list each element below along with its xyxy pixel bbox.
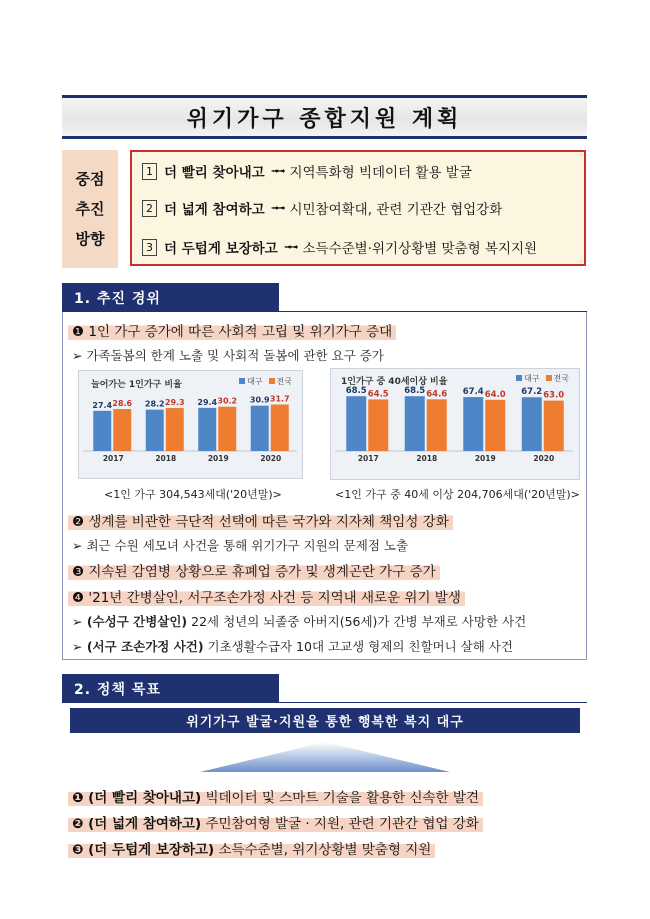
data-label: 68.5 — [404, 386, 426, 397]
chart-1 — [78, 370, 303, 479]
chart-1-caption: <1인 가구 304,543세대('20년말)> — [104, 488, 282, 501]
double-arrow-icon: ➟➟ — [270, 165, 284, 177]
double-arrow-icon: ➟➟ — [283, 241, 297, 253]
data-label: 30.9 — [249, 395, 270, 405]
data-label: 64.6 — [426, 389, 448, 400]
data-label: 67.4 — [462, 387, 484, 398]
goal-2-label: ❷ (더 넓게 참여하고) — [72, 816, 202, 832]
section2-header: 2. 정책 목표 — [62, 674, 279, 703]
chart-2-plot — [331, 369, 579, 479]
data-label: 29.4 — [197, 397, 218, 407]
point-2 — [68, 510, 453, 530]
focus-label — [62, 150, 118, 268]
focus-label-line-3: 방향 — [75, 230, 105, 248]
bar — [463, 397, 483, 451]
point-4-sub-2 — [72, 637, 513, 655]
goal-2-text: 주민참여형 발굴 · 지원, 관련 기관간 협업 강화 — [201, 816, 479, 832]
focus-item-3 — [142, 234, 537, 260]
focus-item-2 — [142, 195, 502, 221]
point-4-sub-1 — [72, 612, 526, 630]
point-4-sub-2-label: ➢ (서구 조손가정 사건) — [72, 639, 204, 654]
bar — [198, 408, 216, 451]
data-label: 28.2 — [144, 399, 165, 409]
bar — [166, 408, 184, 451]
legend-series-2: 전국 — [553, 374, 569, 383]
bar — [113, 409, 131, 451]
goal-banner: 위기가구 발굴·지원을 통한 행복한 복지 대구 — [70, 708, 580, 733]
bar — [427, 399, 447, 451]
point-4-text: ❹ '21년 간병살인, 서구조손가정 사건 등 지역내 새로운 위기 발생 — [68, 590, 465, 606]
bar — [522, 397, 542, 451]
point-3-text: ❸ 지속된 감염병 상황으로 휴폐업 증가 및 생계곤란 가구 증가 — [68, 564, 440, 580]
point-1-sub: ➢ 가족돌봄의 한계 노출 및 사회적 돌봄에 관한 요구 증가 — [72, 348, 384, 363]
section1-header: 1. 추진 경위 — [62, 283, 279, 312]
x-tick-label: 2019 — [474, 454, 496, 463]
goal-3 — [68, 838, 435, 858]
chart-1-plot — [79, 371, 302, 478]
goal-1 — [68, 786, 483, 806]
data-label: 64.5 — [367, 389, 389, 400]
point-3 — [68, 560, 440, 580]
point-4-sub-1-label: ➢ (수성구 간병살인) — [72, 614, 188, 629]
x-tick-label: 2020 — [260, 454, 282, 463]
bar — [485, 400, 505, 451]
focus-item-desc: 시민참여확대, 관련 기관간 협업강화 — [289, 202, 503, 218]
number-box: 3 — [142, 239, 157, 256]
focus-item-desc: 지역특화형 빅데이터 활용 발굴 — [289, 165, 472, 181]
data-label: 31.7 — [269, 394, 290, 404]
number-box: 2 — [142, 200, 157, 217]
section2-divider — [62, 702, 587, 703]
point-1 — [68, 320, 396, 340]
x-tick-label: 2017 — [102, 454, 124, 463]
bar — [544, 401, 564, 451]
data-label: 28.6 — [112, 399, 133, 409]
x-tick-label: 2019 — [207, 454, 229, 463]
focus-items-box — [130, 150, 586, 266]
focus-label-line-1: 중점 — [75, 170, 105, 188]
bar — [251, 406, 269, 451]
bar — [405, 396, 425, 451]
x-tick-label: 2017 — [357, 454, 379, 463]
focus-item-lead: 더 빨리 찾아내고 — [164, 165, 265, 181]
focus-item-lead: 더 넓게 참여하고 — [164, 202, 265, 218]
goal-1-label: ❶ (더 빨리 찾아내고) — [72, 790, 202, 806]
point-2-sub: ➢ 최근 수원 세모녀 사건을 통해 위기가구 지원의 문제점 노출 — [72, 538, 409, 553]
document-title: 위기가구 종합지원 계획 — [186, 106, 463, 132]
data-label: 64.0 — [484, 389, 506, 400]
bar — [346, 396, 366, 451]
goal-3-text: 소득수준별, 위기상황별 맞춤형 지원 — [214, 842, 432, 858]
legend-series-2: 전국 — [276, 377, 292, 386]
focus-label-line-2: 추진 — [75, 200, 105, 218]
goal-2 — [68, 812, 483, 832]
chart-1-title: 늘어가는 1인가구 비율 — [91, 380, 182, 390]
point-4 — [68, 586, 465, 606]
data-label: 29.3 — [164, 398, 185, 408]
x-tick-label: 2018 — [416, 454, 438, 463]
number-box: 1 — [142, 163, 157, 180]
goal-1-text: 빅데이터 및 스마트 기술을 활용한 신속한 발견 — [201, 790, 479, 806]
bar — [93, 411, 111, 451]
point-4-sub-2-text: 기초생활수급자 10대 고교생 형제의 친할머니 살해 사건 — [203, 639, 513, 654]
bar — [218, 407, 236, 451]
x-tick-label: 2020 — [533, 454, 555, 463]
x-tick-label: 2018 — [155, 454, 177, 463]
focus-item-desc: 소득수준별·위기상황별 맞춤형 복지지원 — [302, 241, 538, 257]
point-2-text: ❷ 생계를 비관한 극단적 선택에 따른 국가와 지자체 책임성 강화 — [68, 514, 453, 530]
point-1-text: ❶ 1인 가구 증가에 따른 사회적 고립 및 위기가구 증대 — [68, 324, 396, 340]
double-arrow-icon: ➟➟ — [270, 202, 284, 214]
point-4-sub-1-text: 22세 청년의 뇌졸중 아버지(56세)가 간병 부재로 사망한 사건 — [187, 614, 527, 629]
up-arrow-icon — [200, 742, 450, 772]
chart-2-caption: <1인 가구 중 40세 이상 204,706세대('20년말)> — [335, 488, 580, 501]
data-label: 68.5 — [345, 386, 367, 397]
chart-2 — [330, 368, 580, 480]
legend-series-1: 대구 — [247, 377, 263, 386]
data-label: 67.2 — [521, 387, 543, 398]
legend-series-1: 대구 — [524, 374, 540, 383]
data-label: 27.4 — [92, 400, 113, 410]
focus-item-lead: 더 두텁게 보장하고 — [164, 241, 278, 257]
data-label: 30.2 — [217, 396, 238, 406]
goal-3-label: ❸ (더 두텁게 보장하고) — [72, 842, 215, 858]
focus-item-1 — [142, 158, 472, 184]
chart-2-title: 1인가구 중 40세이상 비율 — [341, 377, 448, 387]
data-label: 63.0 — [543, 390, 565, 401]
bar — [271, 405, 289, 451]
document-title-box — [62, 95, 587, 139]
bar — [368, 399, 388, 451]
bar — [146, 410, 164, 451]
